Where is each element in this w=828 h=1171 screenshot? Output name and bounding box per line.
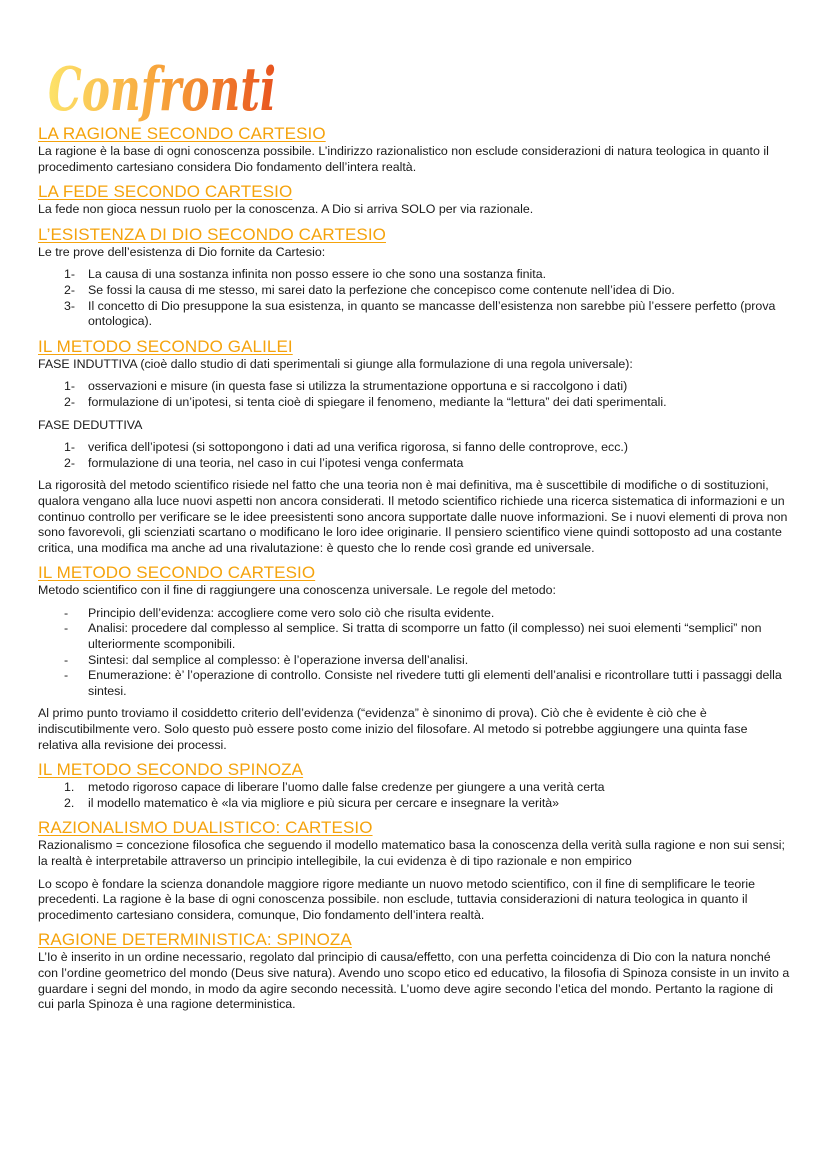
list-item-text: formulazione di un’ipotesi, si tenta cioè di spiegare il fenomeno, mediante la “lettura” dei dati sperimentali. bbox=[88, 394, 667, 409]
list-item-text: Il concetto di Dio presuppone la sua esistenza, in quanto se mancasse dell’esistenza non sarebbe più l’essere perfetto (prova ontologica). bbox=[88, 298, 776, 329]
section-heading: L’ESISTENZA DI DIO SECONDO CARTESIO bbox=[38, 224, 386, 244]
section-metodo-spinoza bbox=[38, 760, 790, 811]
list-marker: 2. bbox=[64, 795, 75, 810]
paragraph: La fede non gioca nessun ruolo per la conoscenza. A Dio si arriva SOLO per via razionale. bbox=[38, 202, 534, 217]
list-item bbox=[38, 267, 790, 283]
section-heading: LA FEDE SECONDO CARTESIO bbox=[38, 182, 293, 202]
list-item-text: osservazioni e misure (in questa fase si utilizza la strumentazione opportuna e si raccolgono i dati) bbox=[88, 379, 628, 394]
section-heading: IL METODO SECONDO SPINOZA bbox=[38, 760, 304, 780]
list-marker: 2- bbox=[64, 282, 76, 297]
list-marker: - bbox=[64, 605, 69, 620]
paragraph: Razionalismo = concezione filosofica che seguendo il modello matematico basa la conoscenza della verità sulla ragione e non sui sensi; la realtà è interpretabile attraverso un principio intellegibile, la cui evidenza è di tipo razionale e non empirico bbox=[38, 838, 785, 868]
list-item-text: verifica dell’ipotesi (si sottopongono i dati ad una verifica rigorosa, si fanno delle controprove, ecc.) bbox=[88, 440, 628, 455]
list-item-text: metodo rigoroso capace di liberare l’uomo dalle false credenze per giungere a una verità certa bbox=[88, 780, 605, 795]
list-marker: 1- bbox=[64, 440, 76, 455]
list-marker: 3- bbox=[64, 298, 76, 313]
list-item-text: Analisi: procedere dal complesso al semplice. Si tratta di scomporre un fatto (il complesso) nei suoi elementi “semplici” non ulteriormente scomponibili. bbox=[88, 621, 762, 652]
phase-label: FASE INDUTTIVA (cioè dallo studio di dati sperimentali si giunge alla formulazione di una regola universale): bbox=[38, 356, 633, 371]
paragraph: Metodo scientifico con il fine di raggiungere una conoscenza universale. Le regole del metodo: bbox=[38, 583, 556, 598]
page-title bbox=[46, 48, 286, 124]
section-metodo-galilei bbox=[38, 337, 790, 557]
list-marker: - bbox=[64, 668, 69, 683]
list-marker: 2- bbox=[64, 394, 76, 409]
list-item-text: La causa di una sostanza infinita non posso essere io che sono una sostanza finita. bbox=[88, 267, 547, 282]
phase-label: FASE DEDUTTIVA bbox=[38, 417, 143, 432]
list-item-text: Sintesi: dal semplice al complesso: è l’operazione inversa dell’analisi. bbox=[88, 652, 469, 667]
list-item bbox=[38, 621, 790, 652]
paragraph: Le tre prove dell’esistenza di Dio fornite da Cartesio: bbox=[38, 244, 326, 259]
list-item bbox=[38, 283, 790, 299]
list-item bbox=[38, 796, 790, 812]
numbered-list bbox=[38, 379, 790, 410]
paragraph: La rigorosità del metodo scientifico risiede nel fatto che una teoria non è mai definitiva, ma è suscettibile di modifiche o di sostituzioni, qualora vengano alla luce nuovi aspetti non ancora considerati. Il metodo scientifico richiede una ricerca sistematica di informazioni e un continuo controllo per verificare se le idee preesistenti sono ancora supportate dalle nuove informazioni. Se i nuovi elementi di prova non sono favorevoli, gli scienziati scartano o modificano le loro idee originarie. Il pensiero scientifico viene quindi sottoposto ad una costante critica, una modifica ma anche ad una rivalutazione: è questo che lo rende così grande ed universale. bbox=[38, 478, 788, 555]
list-marker: 1. bbox=[64, 780, 75, 795]
section-razionalismo-dualistico bbox=[38, 818, 790, 923]
list-item bbox=[38, 456, 790, 472]
list-item-text: Principio dell’evidenza: accogliere come vero solo ciò che risulta evidente. bbox=[88, 605, 495, 620]
list-item bbox=[38, 440, 790, 456]
list-item bbox=[38, 395, 790, 411]
section-metodo-cartesio bbox=[38, 563, 790, 753]
list-marker: 1- bbox=[64, 267, 76, 282]
section-heading: LA RAGIONE SECONDO CARTESIO bbox=[38, 124, 326, 143]
section-heading: IL METODO SECONDO CARTESIO bbox=[38, 563, 316, 583]
paragraph: Al primo punto troviamo il cosiddetto criterio dell’evidenza (“evidenza” è sinonimo di prova). Ciò che è evidente è ciò che è indiscutibilmente vero. Solo questo può essere posto come inizio del filosofare. Al metodo si potrebbe aggiungere una quinta fase relativa alla revisione dei processi. bbox=[38, 706, 748, 752]
list-item bbox=[38, 379, 790, 395]
paragraph: La ragione è la base di ogni conoscenza possibile. L’indirizzo razionalistico non esclude considerazioni di natura teologica in quanto il procedimento cartesiano considera Dio fondamento dell’intera realtà. bbox=[38, 144, 769, 174]
numbered-list bbox=[38, 267, 790, 329]
section-heading: RAGIONE DETERMINISTICA: SPINOZA bbox=[38, 930, 352, 950]
section-esistenza-dio bbox=[38, 225, 790, 330]
list-marker: - bbox=[64, 652, 69, 667]
list-marker: 2- bbox=[64, 455, 76, 470]
section-ragione-cartesio bbox=[38, 124, 790, 175]
numbered-list bbox=[38, 780, 790, 811]
dash-list bbox=[38, 606, 790, 700]
list-item bbox=[38, 668, 790, 699]
list-item bbox=[38, 606, 790, 622]
list-marker: - bbox=[64, 621, 69, 636]
list-item-text: Enumerazione: è’ l’operazione di controllo. Consiste nel rivedere tutti gli elementi dell’analisi e ricontrollare tutti i passaggi della sintesi. bbox=[88, 668, 782, 698]
list-item-text: Se fossi la causa di me stesso, mi sarei dato la perfezione che concepisco come contenute nell’idea di Dio. bbox=[88, 282, 675, 297]
paragraph: Lo scopo è fondare la scienza donandole maggiore rigore mediante un nuovo metodo scientifico, con il fine di semplificare le teorie precedenti. La ragione è la base di ogni conoscenza possibile. non esclude, tuttavia considerazioni di natura teologica in quanto il procedimento cartesiano considera, comunque, Dio fondamento dell’intera realtà. bbox=[38, 876, 756, 922]
section-fede-cartesio bbox=[38, 182, 790, 218]
section-ragione-deterministica bbox=[38, 930, 790, 1012]
paragraph: L’Io è inserito in un ordine necessario, regolato dal principio di causa/effetto, con una perfetta coincidenza di Dio con la natura nonché con l’ordine geometrico del mondo (Deus sive natura). Avendo uno scopo etico ed educativo, la filosofia di Spinoza consiste in un invito a guardare i segni del mondo, in modo da agire secondo necessità. L’uomo deve agire secondo l’etica del mondo. Pertanto la ragione di cui parla Spinoza è una ragione deterministica. bbox=[38, 950, 790, 1012]
list-marker: 1- bbox=[64, 379, 76, 394]
list-item-text: il modello matematico è «la via migliore e più sicura per cercare e insegnare la verità» bbox=[88, 795, 560, 810]
list-item-text: formulazione di una teoria, nel caso in cui l’ipotesi venga confermata bbox=[88, 455, 464, 470]
section-heading: IL METODO SECONDO GALILEI bbox=[38, 336, 293, 356]
section-heading: RAZIONALISMO DUALISTICO: CARTESIO bbox=[38, 818, 373, 838]
document bbox=[38, 48, 790, 1013]
numbered-list bbox=[38, 440, 790, 471]
list-item bbox=[38, 780, 790, 796]
list-item bbox=[38, 653, 790, 669]
list-item bbox=[38, 299, 790, 330]
svg-text:Confronti: Confronti bbox=[48, 55, 276, 125]
